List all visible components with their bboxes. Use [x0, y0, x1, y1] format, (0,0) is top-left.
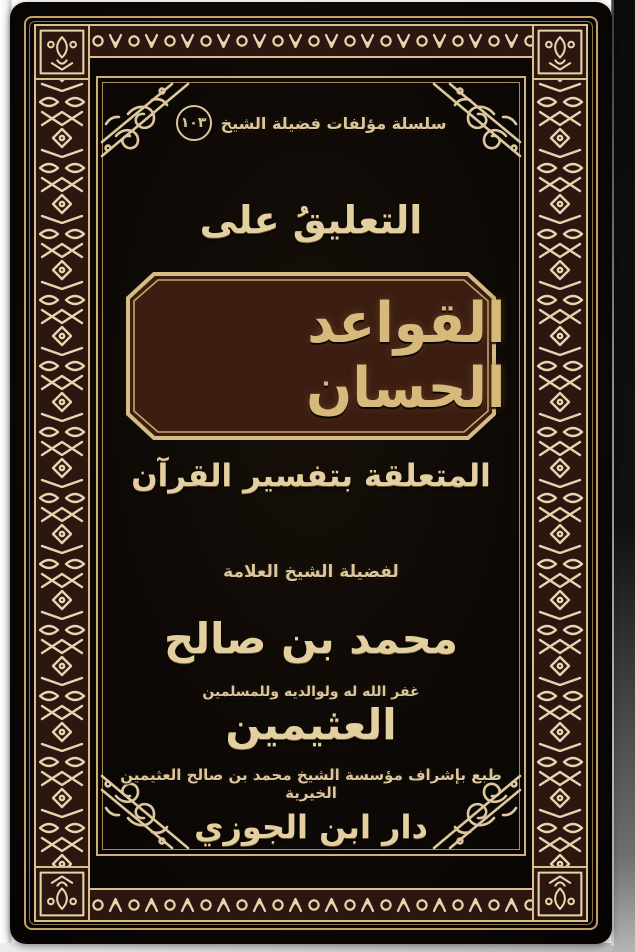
frame-corner-ornament	[532, 866, 588, 922]
photo-margin-bottom	[0, 943, 612, 952]
series-number-badge	[176, 105, 212, 141]
frame-corner-ornament	[34, 866, 90, 922]
ornament-band-right	[532, 24, 588, 922]
series-number: ١٠٣	[180, 115, 207, 131]
series-line	[120, 102, 502, 144]
title-cartouche	[124, 270, 506, 442]
ornament-band-bottom	[88, 888, 534, 922]
pre-title: التعليقُ على	[199, 198, 423, 242]
author-dua: غفر الله له ولوالديه وللمسلمين	[202, 684, 420, 700]
series-label: سلسلة مؤلفات فضيلة الشيخ	[220, 113, 447, 133]
book-cover	[10, 2, 612, 944]
main-title: القواعد الحسان	[306, 291, 506, 421]
print-note: طبع بإشراف مؤسسة الشيخ محمد بن صالح العثيمين الخيرية	[120, 766, 502, 802]
subtitle: المتعلقة بتفسير القرآن	[131, 458, 491, 494]
author-honorific: لفضيلة الشيخ العلامة	[223, 562, 399, 582]
frame-corner-ornament	[34, 24, 90, 80]
ornament-band-left	[34, 24, 90, 922]
ornament-band-top	[88, 24, 534, 58]
author-name: محمد بن صالح العثيمين	[164, 614, 458, 749]
publisher-name: دار ابن الجوزي	[194, 808, 428, 846]
frame-corner-ornament	[532, 24, 588, 80]
photo-margin-right	[612, 0, 635, 952]
